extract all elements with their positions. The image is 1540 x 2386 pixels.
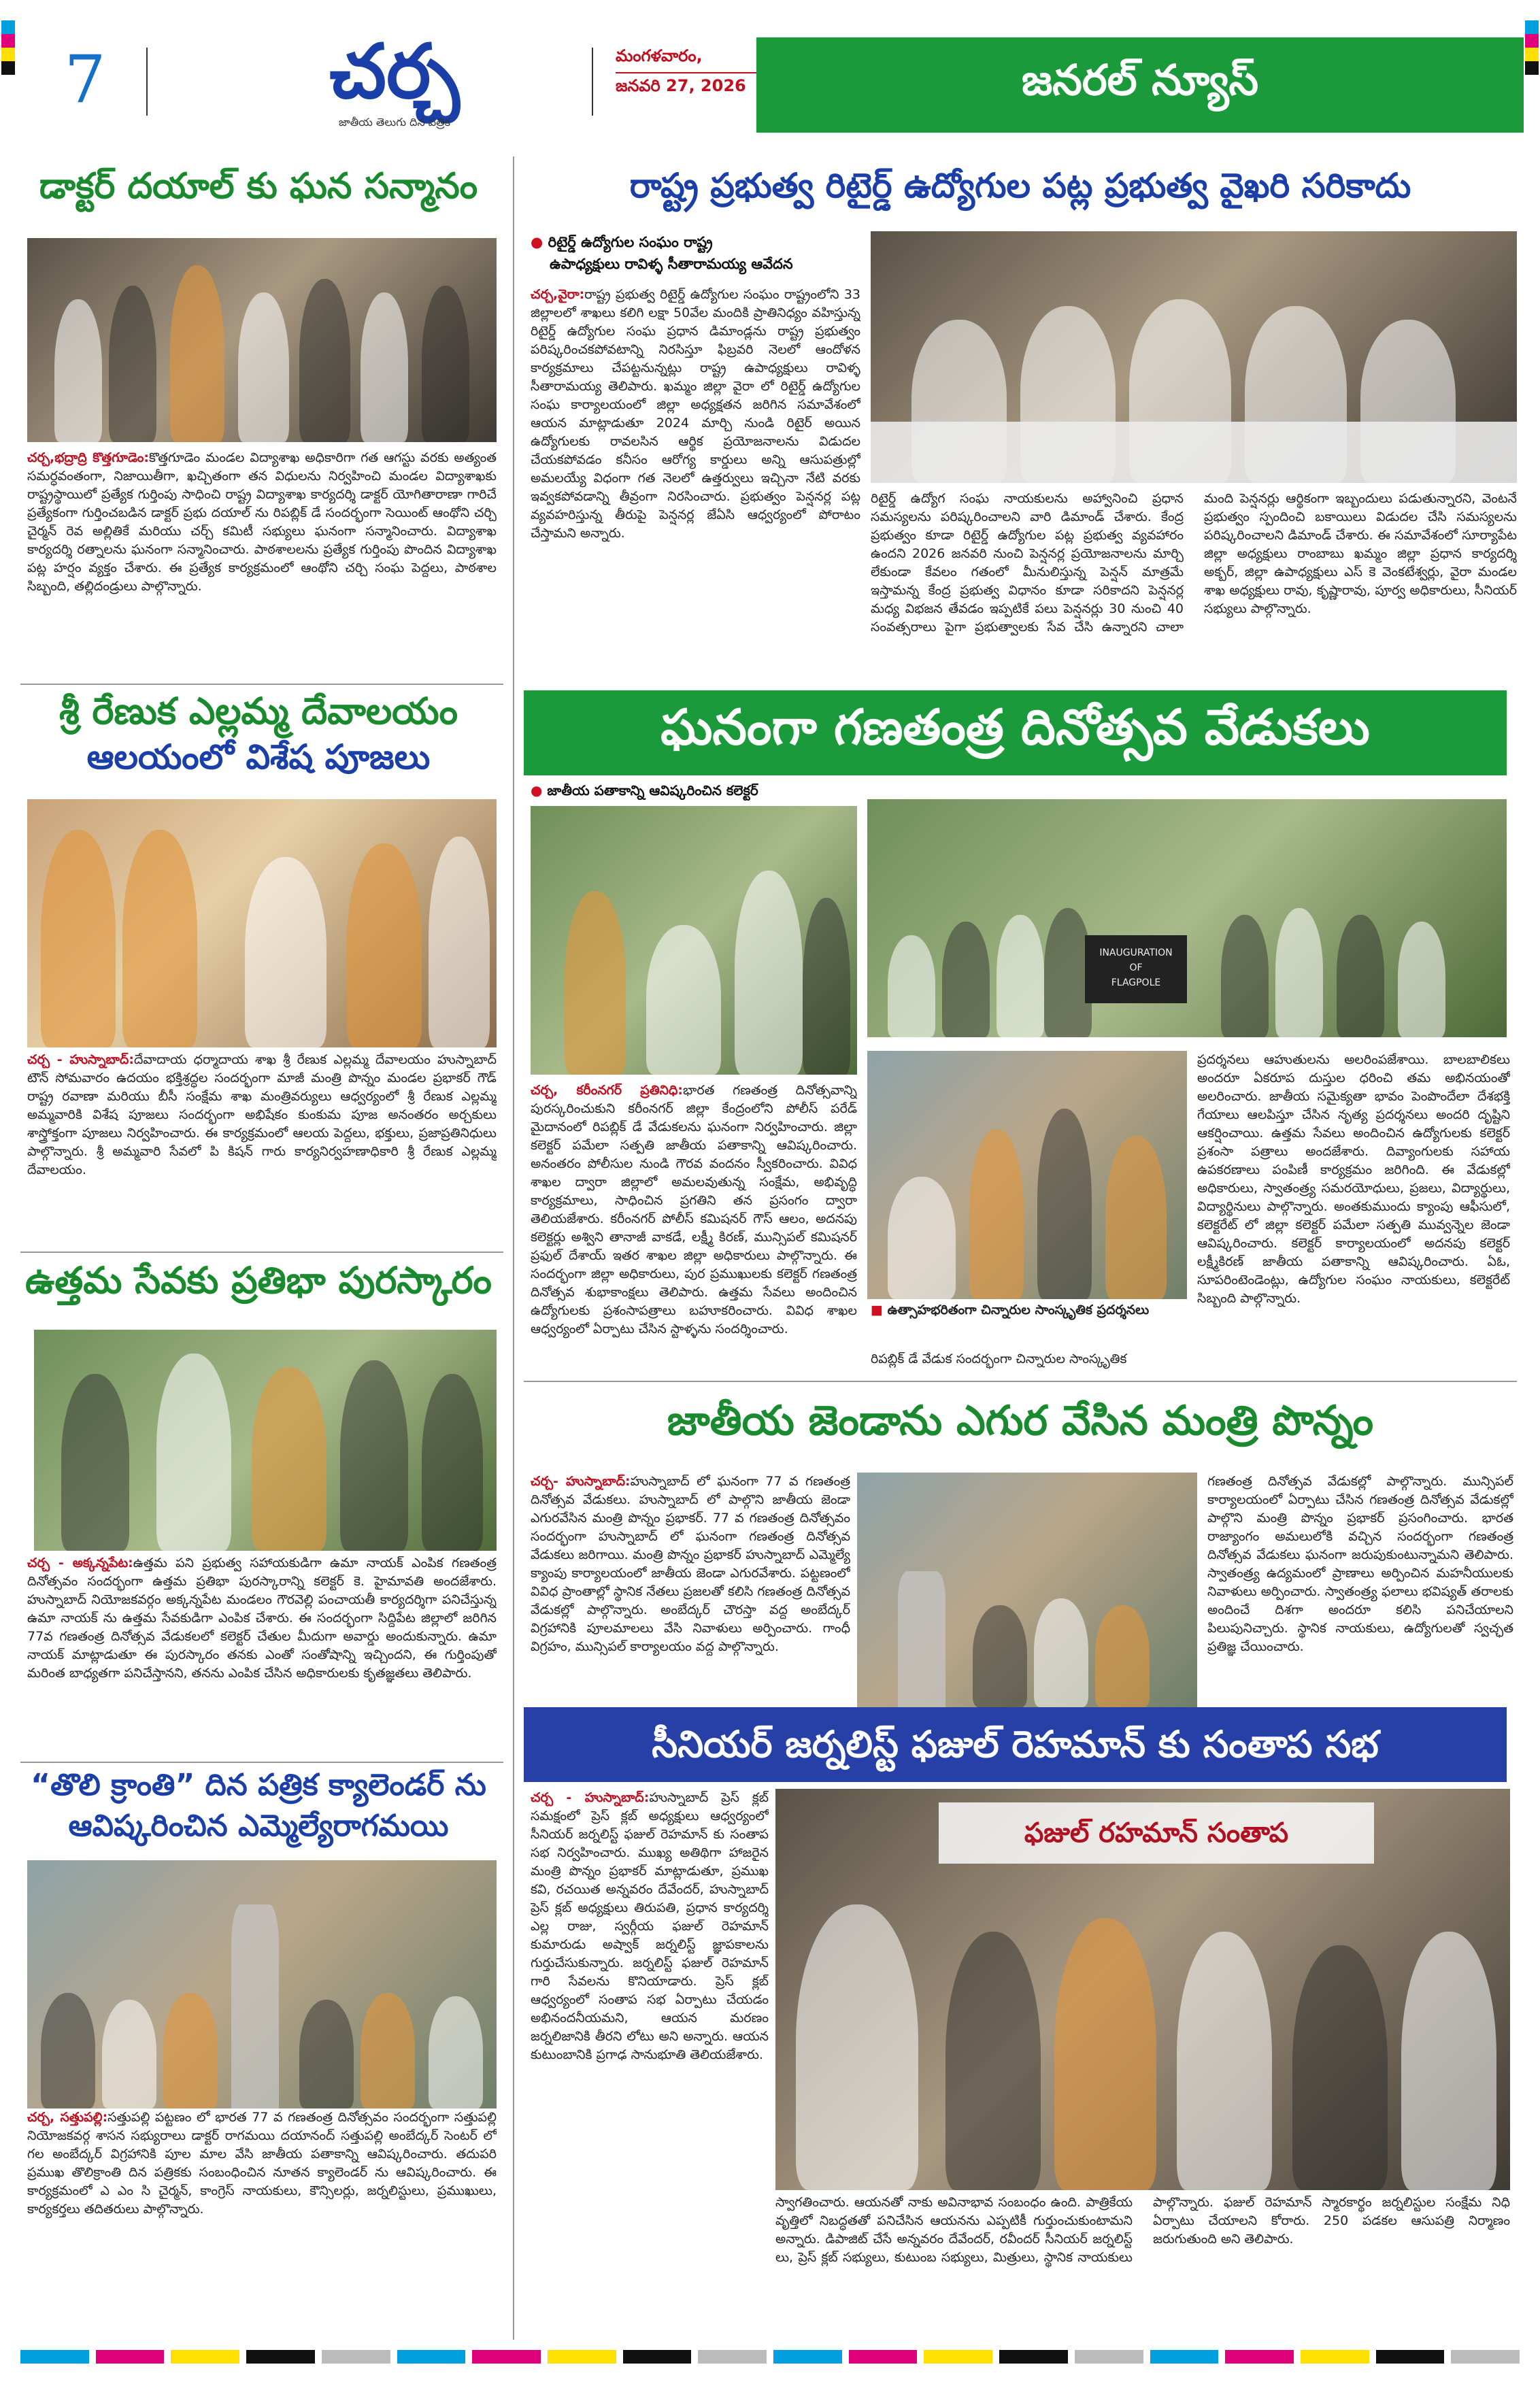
divider-s2 — [20, 1251, 503, 1253]
dateline-calendar: చర్చ, సత్తుపల్లి: — [27, 2110, 108, 2125]
plaque-line-3: FLAGPOLE — [1111, 977, 1161, 988]
photo-calendar-release — [27, 1860, 497, 2108]
bullet-icon: ● — [531, 234, 548, 250]
logo-tagline: జాతీయ తెలుగు దిన పత్రిక — [338, 116, 451, 129]
cmyk-mark-left — [1, 20, 15, 116]
headline-calendar-1: “తొలి క్రాంతి” దిన పత్రిక క్యాలెండర్ ను — [31, 1768, 486, 1802]
article-retired-bottom: రిటైర్డ్ ఉద్యోగ సంఘ నాయకులను అహ్వానించి ప్రధాన సమస్యలను పరిష్కరించాలని వారి డిమాండ్ చేశారు. కేంద్ర ప్రభుత్వం కూడా రిటైర్డ్ ఉద్యోగుల పట్ల ప్రభుత్వ వ్యవహారం ఉందని 2026 జనవరి నుంచి పెన్షనర్ల ప్రయోజనాలను మార్చి లేకుండా కేవలం గతంలో మీనులిస్తున్న పెన్షన్ మాత్రమే ఇస్తామన్న కేంద్ర ప్రభుత్వ విధానం కూడా సరికాదని పెన్షనర్ల మధ్య విభజన తేవడం ఇప్పటికే పలు పెన్షనర్లు 30 నుంచి 40 సంవత్సరాలు పైగా ప్రభుత్వాలకు సేవ చేసి ఉన్నారని చాలా మంది పెన్షనర్లు ఆర్థికంగా ఇబ్బందులు పడుతున్నారని, వెంటనే ప్రభుత్వం స్పందించి బకాయిలు విడుదల చేసి సమస్యలను పరిష్కరించాలని డిమాండ్ చేశారు. ఈ సమావేశంలో సూర్యాపేట జిల్లా అధ్యక్షులు రాంబాబు ఖమ్మం జిల్లా ప్రధాన కార్యదర్శి అక్బర్, జిల్లా ఉపాధ్యక్షులు ఎస్ కె వెంకటేశ్వర్లు, వైరా మండల శాఖ అధ్యక్షులు రావు, కృష్ణారావు, పూర్వ అధికారులు, సీనియర్ సభ్యులు పాల్గొన్నారు. — [871, 491, 1517, 635]
dateline-retired: చర్చ,వైరా: — [531, 287, 585, 302]
date-full: జనవరి 27, 2026 — [616, 72, 758, 99]
dateline-award: చర్చ - అక్కన్నపేట: — [27, 1556, 133, 1570]
article-calendar — [27, 2108, 497, 2313]
body-renuka: దేవాదాయ ధర్మాదాయ శాఖ శ్రీ రేణుక ఎల్లమ్మ దేవాలయం హుస్నాబాద్ టౌన్ సోమవారం ఉదయం భక్తిశ్రద్ధల సందర్భంగా మాజీ మంత్రి పొన్నం మండల ప్రభాకర్ గౌడ్ రాష్ట్ర రవాణా మరియు బీసీ సంక్షేమ శాఖ మంత్రివర్యులు ఆధ్వర్యంలో శ్రీ రేణుక ఎల్లమ్మ అమ్మవారికి విశేష పూజలు సందర్భంగా అభిషేకం కుంకుమ పూజ అనంతరం అర్చకులు శాస్త్రోక్తంగా పూజలు నిర్వహించారు. ఈ కార్యక్రమంలో ఆలయ పెద్దలు, భక్తులు, ప్రజాప్రతినిధులు పాల్గొన్నారు. శ్రీ అమ్మవారి సేవలో పి కిషన్ గారు కార్యనిర్వహణాధికారి శ్రీ రేణుక ఎల్లమ్మ దేవాలయం. — [27, 1052, 497, 1177]
registration-bar — [20, 2350, 1520, 2364]
body-dayal: కొత్తగూడెం మండల విద్యాశాఖ అధికారిగా గత ఆగస్టు వరకు అత్యంత సమర్ధవంతంగా, నిజాయితీగా, ఖచ్చితంగా తన విధులను నిర్వహించి మండల విద్యాశాఖకు రాష్ట్రస్థాయిలో ప్రత్యేక గుర్తింపు సాధించి రాష్ట్ర విద్యాశాఖ కార్యదర్శి డాక్టర్ యోగితారాణా గారిచే ప్రత్యేకంగా గుర్తించబడిన డాక్టర్ ప్రభు దయాల్ ను రిపబ్లిక్ డే సందర్భంగా సెయింట్ ఆంథోని చర్చి చైర్మన్ రెవ అల్లితికే మరియు చర్చ్ కమిటీ సభ్యులు ఘనంగా సన్మానించారు. విద్యాశాఖ కార్యదర్శి రత్నాలను ఘనంగా సన్మానించారు. పాఠశాలలను ప్రత్యేక గుర్తింపు పొందిన విద్యాశాఖ పట్ల హర్షం వ్యక్తం చేశారు. ఈ ప్రత్యేక కార్యక్రమంలో ఆంథోని చర్చి సంఘ పెద్దలు, పాఠశాల సిబ్బంది, తల్లిదండ్రులు పాల్గొన్నారు. — [27, 450, 497, 594]
article-retired-left — [531, 286, 860, 697]
square-bullet-icon: ■ — [871, 1303, 888, 1317]
column-divider — [513, 156, 514, 2340]
article-republic-tail: రిపబ్లిక్ డే వేడుక సందర్భంగా చిన్నారుల సాంస్కృతిక — [871, 1351, 1127, 1366]
body-retired-left: రాష్ట్ర ప్రభుత్వ రిటైర్డ్ ఉద్యోగుల సంఘం రాష్ట్రంలోని 33 జిల్లాలలో శాఖలు కలిగి లక్షా 50వేల మందికి ప్రాతినిధ్యం వహిస్తున్న రిటైర్డ్ ఉద్యోగుల సంఘ ప్రధాన డిమాండ్లను రాష్ట్ర ప్రభుత్వం పరిష్కరించకపోవటాన్ని నిరసిస్తూ ఫిబ్రవరి నెలలో ఆందోళన కార్యక్రమాలు చేపట్టనున్నట్లు రాష్ట్ర ఉపాధ్యక్షులు రావిళ్ళ సీతారామయ్య తెలిపారు. ఖమ్మం జిల్లా వైరా లో రిటైర్డ్ ఉద్యోగుల సంఘ కార్యాలయంలో జిల్లా అధ్యక్షతన జరిగిన సమావేశంలో ఆయన మాట్లాడుతూ 2024 మార్చి నుండి రిటైర్ అయిన ఉద్యోగులకు రావలసిన ఆర్థిక ప్రయోజనాలను విడుదల చేయకపోవడం కనీసం ఆరోగ్య కార్డులు అన్ని ఆసుపత్రుల్లో అమలయ్యే విధంగా గత నెలలో ఉత్తర్వులు ఇచ్చినా నేటి వరకు ఇవ్వకపోవడాన్ని తీవ్రంగా నిరసించారు. ప్రభుత్వం పెన్షనర్ల పట్ల వ్యవహరిస్తున్న తీరుపై పెన్షనర్ల జేఏసి ఆధ్వర్యంలో పోరాటం చేస్తామని అన్నారు. — [531, 287, 860, 541]
headline-flag: జాతీయ జెండాను ఎగుర వేసిన మంత్రి పొన్నం — [667, 1397, 1374, 1445]
page-number: 7 — [64, 41, 106, 118]
article-award — [27, 1554, 497, 1758]
photo-republic-children — [867, 1051, 1187, 1299]
headline-renuka-2: ఆలయంలో విశేష పూజలు — [86, 737, 431, 777]
headline-journalist: సీనియర్ జర్నలిస్ట్ ఫజుల్ రెహమాన్ కు సంతాప సభ — [524, 1707, 1507, 1782]
photo-flag-hoisting — [857, 1473, 1197, 1707]
photo-retired-pressmeet — [871, 231, 1517, 483]
plaque-line-1: INAUGURATION — [1099, 947, 1173, 958]
subhead-retired — [531, 231, 857, 275]
article-dayal — [27, 449, 497, 680]
cmyk-mark-right — [1525, 20, 1539, 116]
subhead-republic-text: జాతీయ పతాకాన్ని ఆవిష్కరించిన కలెక్టర్ — [547, 782, 758, 799]
article-republic-right: ప్రదర్శనలు ఆహుతులను అలరింపజేశాయి. బాలబాలికలు అందరూ ఏకరూప దుస్తుల ధరించి తమ అభినయంతో అలరించారు. జాతీయ సమైక్యతా భావం పెంపొందేలా దేశభక్తి గేయాలు ఆలపిస్తూ చేసిన నృత్య ప్రదర్శనలు అందరి దృష్టిని ఆకర్షించాయి. ఉత్తమ సేవలు అందించిన ఉద్యోగులకు కలెక్టర్ ప్రశంసా పత్రాలు అందజేశారు. దివ్యాంగులకు సహాయ ఉపకరణాలు పంపిణీ కార్యక్రమం జరిగింది. ఈ వేడుకల్లో అధికారులు, స్వాతంత్ర్య సమరయోధులు, ప్రజలు, విద్యార్థులు, విద్యార్థినులు పాల్గొన్నారు. అంతకుముందు క్యాంపు ఆఫీసులో, కలెక్టరేట్ లో జిల్లా కలెక్టర్ పమేలా సత్పతి మువ్వన్నెల జెండా ఆవిష్కరించారు. కలెక్టర్ కార్యాలయంలో అదనపు కలెక్టర్ లక్ష్మీకిరణ్ జాతీయ పతాకాన్ని ఆవిష్కరించారు. ఏఓ, సూపరింటెండెంట్లు, ఉద్యోగుల సంఘం నాయకులు, కలెక్టరేట్ సిబ్బంది పాల్గొన్నారు. — [1197, 1052, 1510, 1306]
masthead-divider-2 — [592, 48, 593, 116]
dateline-renuka: చర్చ - హుస్నాబాద్: — [27, 1052, 134, 1067]
dateline-republic: చర్చ, కరీంనగర్ ప్రతినిధి: — [531, 1083, 683, 1098]
logo-text: చర్చ — [329, 28, 460, 115]
subhead-retired-2: ఉపాధ్యక్షులు రావిళ్ళ సీతారామయ్య ఆవేదన — [550, 256, 793, 272]
divider-s1 — [20, 684, 503, 685]
article-journalist-bottom: స్వాగతించారు. ఆయనతో నాకు అవినాభావ సంబంధం ఉంది. పాత్రికేయ వృత్తిలో నిబద్ధతతో పనిచేసిన ఆయనను ఎప్పటికీ గుర్తుంచుకుంటామని అన్నారు. డిపాజిట్ చేసే అన్నవరం దేవేందర్, రవీందర్ సీనియర్ జర్నలిస్ట్ లు, ప్రెస్ క్లబ్ సభ్యులు, కుటుంబ సభ్యులు, మిత్రులు, స్థానిక నాయకులు పాల్గొన్నారు. ఫజుల్ రెహమాన్ స్మారకార్థం జర్నలిస్టుల సంక్షేమ నిధి ఏర్పాటు చేయాలని కోరారు. 250 పడకల ఆసుపత్రి నిర్మాణం జరుగుతుంది అని తెలిపారు. — [775, 2195, 1510, 2265]
dateline-dayal: చర్చ,భద్రాద్రి కొత్తగూడెం: — [27, 450, 149, 465]
caption-children — [871, 1303, 1190, 1321]
body-flag-left: హుస్నాబాద్ లో ఘనంగా 77 వ గణతంత్ర దినోత్సవ వేడుకలు. హుస్నాబాద్ లో పాల్గొని జాతీయ జెండా ఎగురవేసిన మంత్రి పొన్నం ప్రభాకర్. 77 వ గణతంత్ర దినోత్సవం సందర్భంగా హుస్నాబాద్ లో ఘనంగా గణతంత్ర దినోత్సవ వేడుకలు జరిగాయి. మంత్రి పొన్నం ప్రభాకర్ హుస్నాబాద్ ఎమ్మెల్యే క్యాంపు కార్యాలయంలో జాతీయ జెండా ఎగురవేశారు. పట్టణంలో వివిధ ప్రాంతాల్లో స్థానిక నేతలు ప్రజలతో కలిసి గణతంత్ర దినోత్సవ వేడుకల్లో పాల్గొన్నారు. అంబేద్కర్ చౌరస్తా వద్ద అంబేద్కర్ విగ్రహానికి పూలమాలలు వేసి నివాళులు అర్పించారు. గాంధీ విగ్రహం, మున్సిపల్ కార్యాలయం వద్ద పాల్గొన్నారు. — [531, 1474, 850, 1654]
photo-renuka-temple — [27, 799, 497, 1047]
body-journalist-left: హుస్నాబాద్ ప్రెస్ క్లబ్ సమక్షంలో ప్రెస్ క్లబ్ అధ్యక్షులు ఆధ్వర్యంలో సీనియర్ జర్నలిస్ట్ ఫజుల్ రెహమాన్ కు సంతాప సభ నిర్వహించారు. ముఖ్య అతిథిగా హాజరైన మంత్రి పొన్నం ప్రభాకర్ మాట్లాడుతూ, ప్రముఖ కవి, రచయిత అన్నవరం దేవేందర్, హుస్నాబాద్ ప్రెస్ క్లబ్ అధ్యక్షులు తిరుపతి, ప్రధాన కార్యదర్శి ఎల్ల రాజు, స్వర్గీయ ఫజుల్ రెహమాన్ కుమారుడు అష్వాక్ జర్నలిస్ట్ జ్ఞాపకాలను గుర్తుచేసుకున్నారు. జర్నలిస్ట్ ఫజుల్ రెహమాన్ గారి సేవలను కొనియాడారు. ప్రెస్ క్లబ్ ఆధ్వర్యంలో సంతాప సభ ఏర్పాటు చేయడం అభినందనీయమని, ఆయన మరణం జర్నలిజానికి తీరని లోటు అని అన్నారు. ఆయన కుటుంబానికి ప్రగాఢ సానుభూతి తెలియజేశారు. — [531, 1790, 769, 2062]
subhead-retired-1: రిటైర్డ్ ఉద్యోగుల సంఘం రాష్ట్ర — [548, 234, 713, 250]
headline-award: ఉత్తమ సేవకు ప్రతిభా పురస్కారం — [25, 1259, 492, 1302]
date-day: మంగళవారం, — [616, 46, 703, 65]
photo-republic-collector — [531, 806, 857, 1075]
body-calendar: సత్తుపల్లి పట్టణం లో భారత 77 వ గణతంత్ర దినోత్సవం సందర్భంగా సత్తుపల్లి నియోజకవర్గ శాసన సభ్యురాలు డాక్టర్ రాగమయి దయానంద్ సత్తుపల్లి అంబేద్కర్ సెంటర్ లో గల అంబేద్కర్ విగ్రహానికి పూల మాల వేసి జాతీయ పతాకాన్ని ఆవిష్కరించారు. తదుపరి ప్రముఖ తొలిక్రాంతి దిన పత్రికకు సంబంధించిన నూతన క్యాలెండర్ ను ఆవిష్కరించారు. ఈ కార్యక్రమంలో ఎ ఎం సి చైర్మన్, కాంగ్రెస్ నాయకులు, కౌన్సిలర్లు, జర్నలిస్టులు, ప్రముఖులు, కార్యకర్తలు తదితరులు పాల్గొన్నారు. — [27, 2110, 497, 2217]
divider-s3 — [20, 1762, 503, 1763]
divider-republic — [524, 1381, 1517, 1382]
photo-dayal-felicitation — [27, 238, 497, 442]
headline-dayal: డాక్టర్ దయాల్ కు ఘన సన్మానం — [39, 166, 478, 207]
flag-plaque — [1085, 935, 1187, 1003]
photo-republic-flag — [867, 799, 1507, 1037]
headline-renuka-1: శ్రీ రేణుక ఎల్లమ్మ దేవాలయం — [59, 690, 458, 733]
headline-calendar-2: ఆవిష్కరించిన ఎమ్మెల్యేరాగమయి — [68, 1809, 449, 1843]
plaque-line-2: OF — [1129, 962, 1143, 973]
banner-condolence: ఫజుల్ రహమాన్ సంతాప — [939, 1802, 1374, 1864]
bullet-icon: ● — [531, 782, 548, 799]
subhead-republic — [531, 782, 871, 802]
section-title: జనరల్ న్యూస్ — [756, 37, 1524, 133]
article-journalist-left — [531, 1789, 769, 2190]
article-flag-left — [531, 1473, 850, 1707]
article-flag-right: గణతంత్ర దినోత్సవ వేడుకల్లో పాల్గొన్నారు. మున్సిపల్ కార్యాలయంలో ఏర్పాటు చేసిన గణతంత్ర దినోత్సవ వేడుకల్లో పాల్గొని మంత్రి పొన్నం ప్రభాకర్ ప్రసంగించారు. భారత రాజ్యాంగం అమలులోకి వచ్చిన సందర్భంగా గణతంత్ర దినోత్సవ వేడుకలు ఘనంగా జరుపుకుంటున్నామని తెలిపారు. స్వాతంత్ర్య ఉద్యమంలో ప్రాణాలు అర్పించిన మహనీయులకు నివాళులు అర్పించారు. స్వాతంత్ర్య ఫలాలు భవిష్యత్ తరాలకు అందించే దిశగా అందరూ కలిసి పనిచేయాలని పిలుపునిచ్చారు. స్థానిక నాయకులు, ఉద్యోగులతో స్వచ్ఛత ప్రతిజ్ఞ చేయించారు. — [1207, 1474, 1513, 1654]
photo-award — [34, 1330, 497, 1551]
headline-republic: ఘనంగా గణతంత్ర దినోత్సవ వేడుకలు — [524, 690, 1507, 775]
masthead-divider-1 — [146, 48, 148, 116]
caption-children-text: ఉత్సాహభరితంగా చిన్నారుల సాంస్కృతిక ప్రదర్శనలు — [887, 1303, 1150, 1317]
headline-retired: రాష్ట్ర ప్రభుత్వ రిటైర్డ్ ఉద్యోగుల పట్ల ప్రభుత్వ వైఖరి సరికాదు — [629, 166, 1411, 205]
dateline-flag: చర్చ- హుస్నాబాద్: — [531, 1474, 631, 1489]
body-republic-left: భారత గణతంత్ర దినోత్సవాన్ని పురస్కరించుకుని కరీంనగర్ జిల్లా కేంద్రంలోని పోలీస్ పరేడ్ మైదానంలో రిపబ్లిక్ డే వేడుకలను ఘనంగా నిర్వహించారు. జిల్లా కలెక్టర్ పమేలా సత్పతి జాతీయ పతాకాన్ని ఆవిష్కరించారు. అనంతరం పోలీసుల నుండి గౌరవ వందనం స్వీకరించారు. వివిధ శాఖల ద్వారా జిల్లాలో అమలవుతున్న సంక్షేమ, అభివృద్ధి కార్యక్రమాలు, సాధించిన ప్రగతిని తన ప్రసంగం ద్వారా తెలియజేశారు. కరీంనగర్ పోలీస్ కమిషనర్ గౌస్ ఆలం, అదనపు కలెక్టర్లు అశ్విని తానాజీ వాకడే, లక్ష్మీ కిరణ్, మున్సిపల్ కమిషనర్ ప్రఫుల్ దేశాయ్ ఇతర శాఖల జిల్లా అధికారులు పాల్గొన్నారు. ఈ సందర్భంగా జిల్లా అధికారులు, పుర ప్రముఖులకు కలెక్టర్ గణతంత్ర దినోత్సవ శుభాకాంక్షలు తెలిపారు. ఉత్తమ సేవలు అందించిన ఉద్యోగులకు ప్రశంసాపత్రాలు బహూకరించారు. వివిధ శాఖల ఆధ్వర్యంలో ఏర్పాటు చేసిన స్టాళ్ళను సందర్శించారు. — [531, 1083, 857, 1337]
article-republic-left — [531, 1081, 857, 1374]
dateline-journalist: చర్చ - హుస్నాబాద్: — [531, 1790, 650, 1805]
article-renuka — [27, 1051, 497, 1248]
body-award: ఉత్తమ పని ప్రభుత్వ సహాయకుడిగా ఉమా నాయక్ ఎంపిక గణతంత్ర దినోత్సవం సందర్భంగా ఉత్తమ ప్రతిభా పురస్కారాన్ని కలెక్టర్ కె. హైమావతి అందజేశారు. హుస్నాబాద్ నియోజకవర్గం అక్కన్నపేట మండలం గౌరవెల్లి పంచాయతీ కార్యదర్శిగా పనిచేస్తున్న ఉమా నాయక్ ను ఉత్తమ సేవకుడిగా ఎంపిక చేశారు. ఈ సందర్భంగా సిద్దిపేట జిల్లాలో జరిగిన 77వ గణతంత్ర దినోత్సవ వేడుకలలో కలెక్టర్ చేతుల మీదుగా అవార్డు అందుకున్నారు. ఉమా నాయక్ మాట్లాడుతూ ఈ పురస్కారం తనకు ఎంతో సంతోషాన్ని ఇచ్చిందని, ఈ గుర్తింపుతో మరింత బాధ్యతగా పనిచేస్తానని, తనను ఎంపిక చేసిన అధికారులకు కృతజ్ఞతలు తెలిపారు. — [27, 1556, 497, 1681]
paper-logo — [272, 27, 517, 143]
photo-journalist-meeting — [775, 1789, 1510, 2190]
issue-date — [616, 46, 758, 99]
